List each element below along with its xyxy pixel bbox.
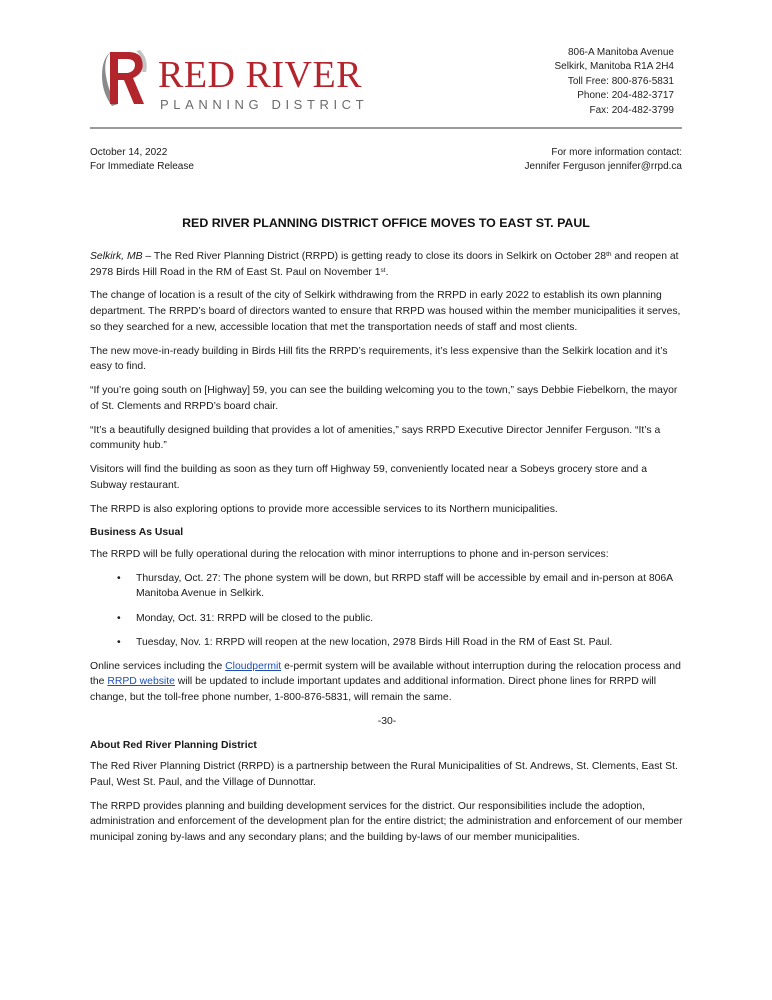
header-divider [90,127,682,129]
list-item [90,635,684,651]
lead-text: – The Red River Planning District (RRPD) is getting ready to close its doors in Selkirk on October 28 [142,251,607,262]
ordinal-suffix: th [606,251,612,258]
address-line: 806-A Manitoba Avenue [567,47,674,58]
contact-label: For more information contact: [551,147,682,158]
online-services-paragraph [90,659,684,706]
bullet-icon: • [117,636,121,648]
office-address [554,46,674,118]
section-heading-about: About Red River Planning District [90,739,257,751]
release-type: For Immediate Release [90,161,194,173]
bullet-icon: • [117,572,121,584]
page-title: RED RIVER PLANNING DISTRICT OFFICE MOVES TO EAST ST. PAUL [182,216,590,230]
cloudpermit-link[interactable]: Cloudpermit [225,660,282,672]
release-info [90,146,194,174]
lead-paragraph [90,249,684,280]
release-date: October 14, 2022 [90,147,168,158]
section-heading-business: Business As Usual [90,527,184,539]
dateline: Selkirk, MB [90,251,143,262]
paragraph: The new move-in-ready building in Birds Hill fits the RRPD’s requirements, it’s less expensive than the Selkirk location and it’s easy to find. [90,345,668,373]
address-line: Phone: 204-482-3717 [577,90,674,102]
paragraph: Visitors will find the building as soon as they turn off Highway 59, conveniently located near a Sobeys grocery store and a Subway restaurant. [90,464,647,491]
paragraph: The change of location is a result of the city of Selkirk withdrawing from the RRPD in early 2022 to establish its own planning department. The RRPD’s board of directors wanted to ensure that RRPD was housed within the member municipalities it serves, so they searched for a new, accessible location that met the transportation needs of staff and most clients. [90,290,681,333]
schedule-list [90,571,684,650]
address-line: Fax: 204-482-3799 [589,104,674,116]
address-line: Selkirk, Manitoba R1A 2H4 [554,61,674,73]
paragraph-text: will be updated to include important updates and additional information. Direct phone lines for RRPD will change, but the toll-free phone number, 1-800-876-5831, will remain the same. [90,676,657,703]
rrpd-website-link[interactable]: RRPD website [107,676,175,688]
lead-text: and reopen at 2978 Birds Hill Road in the RM of East St. Paul on November 1 [90,251,679,278]
paragraph: The RRPD provides planning and building development services for the district. Our responsibilities include the adoption, administration and enforcement of the development plan for the entire district; the administration and enforcement of our member municipal zoning by-laws and any secondary plans; and the building by-laws of our member municipalities. [90,800,683,843]
address-line: Toll Free: 800-876-5831 [567,75,674,87]
ordinal-suffix: st [380,266,386,274]
list-item-text: Monday, Oct. 31: RRPD will be closed to the public. [136,612,374,624]
contact-info [525,146,682,174]
article-body [90,249,684,854]
list-item-text: Thursday, Oct. 27: The phone system will be down, but RRPD staff will be accessible by email and in-person at 806A Manitoba Avenue in Selkirk. [136,572,673,600]
rr-logo-mark-icon [100,46,152,108]
paragraph-text: Online services including the [90,660,226,672]
paragraph: “It’s a beautifully designed building that provides a lot of amenities,” says RRPD Executive Director Jennifer Ferguson. “It’s a community hub.” [90,424,661,452]
list-item-text: Tuesday, Nov. 1: RRPD will reopen at the new location, 2978 Birds Hill Road in the RM of East St. Paul. [136,636,613,648]
logo-subtitle: PLANNING DISTRICT [160,97,369,112]
lead-text: . [385,266,389,278]
paragraph-text: e-permit system will be available without interruption during the relocation process and the [90,660,681,688]
paragraph: The Red River Planning District (RRPD) is a partnership between the Rural Municipalities of St. Andrews, St. Clements, East St. Paul, West St. Paul, and the Village of Dunnottar. [90,761,678,788]
paragraph: “If you’re going south on [Highway] 59, you can see the building welcoming you to the town,” says Debbie Fiebelkorn, the mayor of St. Clements and RRPD’s board chair. [90,385,678,412]
end-mark: -30- [377,715,397,727]
paragraph: The RRPD will be fully operational during the relocation with minor interruptions to phone and in-person services: [90,548,609,560]
logo-wordmark: RED RIVER [158,54,362,96]
list-item [90,611,684,627]
contact-person: Jennifer Ferguson jennifer@rrpd.ca [524,161,682,173]
bullet-icon: • [117,612,121,624]
red-river-logo [100,46,380,116]
paragraph: The RRPD is also exploring options to provide more accessible services to its Northern municipalities. [90,503,558,515]
list-item [90,571,684,602]
